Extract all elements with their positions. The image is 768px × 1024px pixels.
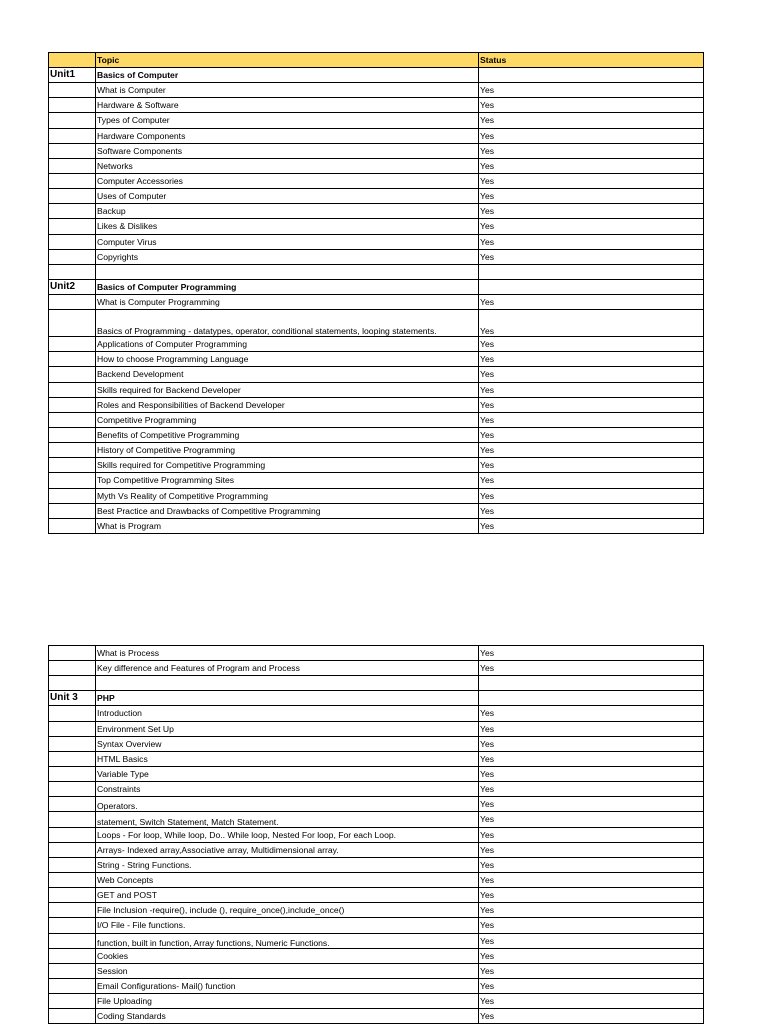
- status-cell: Yes: [479, 189, 704, 204]
- status-cell: Yes: [479, 173, 704, 188]
- unit-cell-empty: [49, 797, 96, 812]
- status-cell: Yes: [479, 310, 704, 337]
- status-cell: Yes: [479, 842, 704, 857]
- topic-cell: Syntax Overview: [96, 736, 479, 751]
- unit-cell-empty: [49, 219, 96, 234]
- table-row: [49, 994, 704, 1009]
- status-cell: Yes: [479, 903, 704, 918]
- topic-cell: Introduction: [96, 706, 479, 721]
- unit-cell-empty: [49, 412, 96, 427]
- topic-cell: Best Practice and Drawbacks of Competitive Programming: [96, 503, 479, 518]
- unit-cell-empty: [49, 98, 96, 113]
- unit-cell-empty: [49, 367, 96, 382]
- status-cell: Yes: [479, 994, 704, 1009]
- table-row: [49, 933, 704, 948]
- table-row: [49, 766, 704, 781]
- unit3-title: PHP: [96, 691, 479, 706]
- topic-cell: function, built in function, Array functions, Numeric Functions.: [96, 933, 479, 948]
- table-row: [49, 310, 704, 337]
- unit3-label: Unit 3: [49, 691, 96, 706]
- topic-cell: File Uploading: [96, 994, 479, 1009]
- table-row: [49, 367, 704, 382]
- unit-cell-empty: [49, 751, 96, 766]
- topic-cell: Types of Computer: [96, 113, 479, 128]
- status-cell: Yes: [479, 204, 704, 219]
- status-cell: Yes: [479, 113, 704, 128]
- unit-cell-empty: [49, 83, 96, 98]
- unit-cell-empty: [49, 443, 96, 458]
- empty-cell: [479, 676, 704, 691]
- header-unit-cell: [49, 53, 96, 68]
- unit-cell-empty: [49, 872, 96, 887]
- empty-cell: [49, 676, 96, 691]
- unit-cell-empty: [49, 518, 96, 533]
- topic-cell: History of Competitive Programming: [96, 443, 479, 458]
- status-cell: Yes: [479, 412, 704, 427]
- status-cell: Yes: [479, 234, 704, 249]
- table-row: [49, 827, 704, 842]
- table-row: [49, 503, 704, 518]
- unit-cell-empty: [49, 337, 96, 352]
- table-row: [49, 234, 704, 249]
- unit-cell-empty: [49, 963, 96, 978]
- status-cell: Yes: [479, 706, 704, 721]
- status-cell: Yes: [479, 352, 704, 367]
- unit-cell-empty: [49, 736, 96, 751]
- topic-cell: Basics of Programming - datatypes, operator, conditional statements, looping statements.: [96, 310, 479, 337]
- unit2-status-empty: [479, 279, 704, 294]
- unit-cell-empty: [49, 458, 96, 473]
- unit-cell-empty: [49, 842, 96, 857]
- status-cell: Yes: [479, 812, 704, 827]
- table-row: [49, 782, 704, 797]
- status-cell: Yes: [479, 721, 704, 736]
- status-cell: Yes: [479, 503, 704, 518]
- table-row: [49, 143, 704, 158]
- unit-cell-empty: [49, 488, 96, 503]
- topic-cell: Likes & Dislikes: [96, 219, 479, 234]
- unit-cell-empty: [49, 933, 96, 948]
- topic-cell: Email Configurations- Mail() function: [96, 978, 479, 993]
- unit-cell-empty: [49, 143, 96, 158]
- unit-cell-empty: [49, 128, 96, 143]
- table-row: [49, 294, 704, 309]
- unit1-label: Unit1: [49, 68, 96, 83]
- empty-cell: [96, 264, 479, 279]
- empty-cell: [479, 264, 704, 279]
- empty-cell: [49, 264, 96, 279]
- status-cell: Yes: [479, 473, 704, 488]
- topic-cell: Loops - For loop, While loop, Do.. While loop, Nested For loop, For each Loop.: [96, 827, 479, 842]
- status-cell: Yes: [479, 128, 704, 143]
- unit-cell-empty: [49, 1009, 96, 1024]
- unit2-title: Basics of Computer Programming: [96, 279, 479, 294]
- topic-cell: What is Process: [96, 646, 479, 661]
- status-cell: Yes: [479, 158, 704, 173]
- topic-cell: Hardware Components: [96, 128, 479, 143]
- topic-cell: Web Concepts: [96, 872, 479, 887]
- unit-cell-empty: [49, 857, 96, 872]
- unit-cell-empty: [49, 721, 96, 736]
- unit-cell-empty: [49, 782, 96, 797]
- status-cell: Yes: [479, 143, 704, 158]
- table-row: [49, 98, 704, 113]
- syllabus-table-2: [48, 645, 704, 1024]
- syllabus-table-2-body: [49, 646, 704, 1024]
- unit-cell-empty: [49, 310, 96, 337]
- table-row: [49, 751, 704, 766]
- unit-cell-empty: [49, 189, 96, 204]
- table-row: [49, 812, 704, 827]
- table-row: [49, 249, 704, 264]
- status-cell: Yes: [479, 827, 704, 842]
- unit-cell-empty: [49, 294, 96, 309]
- status-cell: Yes: [479, 98, 704, 113]
- table-row: [49, 83, 704, 98]
- topic-cell: Computer Virus: [96, 234, 479, 249]
- status-cell: Yes: [479, 888, 704, 903]
- status-cell: Yes: [479, 646, 704, 661]
- status-cell: Yes: [479, 443, 704, 458]
- unit-cell-empty: [49, 994, 96, 1009]
- syllabus-table-1: [48, 52, 704, 534]
- topic-cell: Software Components: [96, 143, 479, 158]
- table-row: [49, 797, 704, 812]
- unit-cell-empty: [49, 888, 96, 903]
- status-cell: Yes: [479, 661, 704, 676]
- unit1-title: Basics of Computer: [96, 68, 479, 83]
- syllabus-table-1-body: [49, 53, 704, 534]
- topic-cell: What is Computer: [96, 83, 479, 98]
- topic-cell: How to choose Programming Language: [96, 352, 479, 367]
- topic-cell: Computer Accessories: [96, 173, 479, 188]
- topic-cell: Competitive Programming: [96, 412, 479, 427]
- table-row: [49, 842, 704, 857]
- topic-cell: Copyrights: [96, 249, 479, 264]
- unit3-status-empty: [479, 691, 704, 706]
- unit-cell-empty: [49, 766, 96, 781]
- topic-cell: Uses of Computer: [96, 189, 479, 204]
- unit-cell-empty: [49, 903, 96, 918]
- status-cell: Yes: [479, 397, 704, 412]
- header-row: [49, 53, 704, 68]
- table-row: [49, 918, 704, 933]
- unit-cell-empty: [49, 352, 96, 367]
- unit-cell-empty: [49, 427, 96, 442]
- topic-cell: GET and POST: [96, 888, 479, 903]
- topic-cell: Skills required for Competitive Programming: [96, 458, 479, 473]
- topic-cell: I/O File - File functions.: [96, 918, 479, 933]
- topic-cell: Key difference and Features of Program and Process: [96, 661, 479, 676]
- status-cell: Yes: [479, 766, 704, 781]
- status-cell: Yes: [479, 427, 704, 442]
- status-cell: Yes: [479, 963, 704, 978]
- table-row: [49, 948, 704, 963]
- table-row: [49, 382, 704, 397]
- table-row: [49, 204, 704, 219]
- table-row: [49, 219, 704, 234]
- table-row: [49, 963, 704, 978]
- header-status-cell: Status: [479, 53, 704, 68]
- status-cell: Yes: [479, 736, 704, 751]
- topic-cell: Top Competitive Programming Sites: [96, 473, 479, 488]
- topic-cell: Networks: [96, 158, 479, 173]
- topic-cell: Variable Type: [96, 766, 479, 781]
- empty-cell: [96, 676, 479, 691]
- table-row: [49, 978, 704, 993]
- topic-cell: What is Program: [96, 518, 479, 533]
- status-cell: Yes: [479, 933, 704, 948]
- unit-cell-empty: [49, 827, 96, 842]
- table-row: [49, 412, 704, 427]
- status-cell: Yes: [479, 948, 704, 963]
- unit2-heading-row: [49, 279, 704, 294]
- topic-cell: Operators.: [96, 797, 479, 812]
- topic-cell: Arrays- Indexed array,Associative array, Multidimensional array.: [96, 842, 479, 857]
- topic-cell: File Inclusion -require(), include (), require_once(),include_once(): [96, 903, 479, 918]
- unit-cell-empty: [49, 503, 96, 518]
- topic-cell: Roles and Responsibilities of Backend Developer: [96, 397, 479, 412]
- status-cell: Yes: [479, 918, 704, 933]
- table-row: [49, 661, 704, 676]
- topic-cell: Session: [96, 963, 479, 978]
- status-cell: Yes: [479, 219, 704, 234]
- unit-cell-empty: [49, 978, 96, 993]
- status-cell: Yes: [479, 518, 704, 533]
- status-cell: Yes: [479, 337, 704, 352]
- topic-cell: Backup: [96, 204, 479, 219]
- topic-cell: Benefits of Competitive Programming: [96, 427, 479, 442]
- status-cell: Yes: [479, 857, 704, 872]
- topic-cell: Cookies: [96, 948, 479, 963]
- unit-cell-empty: [49, 661, 96, 676]
- status-cell: Yes: [479, 1009, 704, 1024]
- topic-cell: Environment Set Up: [96, 721, 479, 736]
- unit-cell-empty: [49, 646, 96, 661]
- table-row: [49, 721, 704, 736]
- table-row: [49, 872, 704, 887]
- table-row: [49, 397, 704, 412]
- table-row: [49, 1009, 704, 1024]
- table-row: [49, 646, 704, 661]
- table-row: [49, 903, 704, 918]
- unit-cell-empty: [49, 812, 96, 827]
- unit2-label: Unit2: [49, 279, 96, 294]
- status-cell: Yes: [479, 367, 704, 382]
- table-row: [49, 458, 704, 473]
- unit-cell-empty: [49, 948, 96, 963]
- status-cell: Yes: [479, 83, 704, 98]
- topic-cell: Hardware & Software: [96, 98, 479, 113]
- unit-cell-empty: [49, 249, 96, 264]
- unit-cell-empty: [49, 158, 96, 173]
- topic-cell: Applications of Computer Programming: [96, 337, 479, 352]
- table-row: [49, 337, 704, 352]
- status-cell: Yes: [479, 797, 704, 812]
- header-topic-cell: Topic: [96, 53, 479, 68]
- topic-cell: Coding Standards: [96, 1009, 479, 1024]
- unit1-status-empty: [479, 68, 704, 83]
- status-cell: Yes: [479, 249, 704, 264]
- unit-cell-empty: [49, 234, 96, 249]
- status-cell: Yes: [479, 294, 704, 309]
- unit3-heading-row: [49, 691, 704, 706]
- status-cell: Yes: [479, 782, 704, 797]
- table-row: [49, 857, 704, 872]
- topic-cell: Constraints: [96, 782, 479, 797]
- table-row: [49, 427, 704, 442]
- spacer-row: [49, 264, 704, 279]
- topic-cell: Myth Vs Reality of Competitive Programming: [96, 488, 479, 503]
- unit1-heading-row: [49, 68, 704, 83]
- topic-cell: Skills required for Backend Developer: [96, 382, 479, 397]
- topic-cell: What is Computer Programming: [96, 294, 479, 309]
- unit-cell-empty: [49, 113, 96, 128]
- table-row: [49, 158, 704, 173]
- unit-cell-empty: [49, 918, 96, 933]
- status-cell: Yes: [479, 382, 704, 397]
- table-row: [49, 113, 704, 128]
- table-row: [49, 128, 704, 143]
- table-row: [49, 736, 704, 751]
- table-row: [49, 518, 704, 533]
- table-row: [49, 706, 704, 721]
- unit-cell-empty: [49, 473, 96, 488]
- spacer-row: [49, 676, 704, 691]
- unit-cell-empty: [49, 382, 96, 397]
- topic-cell: HTML Basics: [96, 751, 479, 766]
- topic-cell: Backend Development: [96, 367, 479, 382]
- table-row: [49, 352, 704, 367]
- table-row: [49, 443, 704, 458]
- table-row: [49, 888, 704, 903]
- table-row: [49, 189, 704, 204]
- status-cell: Yes: [479, 751, 704, 766]
- status-cell: Yes: [479, 458, 704, 473]
- table-row: [49, 173, 704, 188]
- table-row: [49, 473, 704, 488]
- unit-cell-empty: [49, 173, 96, 188]
- status-cell: Yes: [479, 872, 704, 887]
- unit-cell-empty: [49, 706, 96, 721]
- unit-cell-empty: [49, 204, 96, 219]
- topic-cell: String - String Functions.: [96, 857, 479, 872]
- table-row: [49, 488, 704, 503]
- status-cell: Yes: [479, 488, 704, 503]
- topic-cell: statement, Switch Statement, Match Statement.: [96, 812, 479, 827]
- status-cell: Yes: [479, 978, 704, 993]
- unit-cell-empty: [49, 397, 96, 412]
